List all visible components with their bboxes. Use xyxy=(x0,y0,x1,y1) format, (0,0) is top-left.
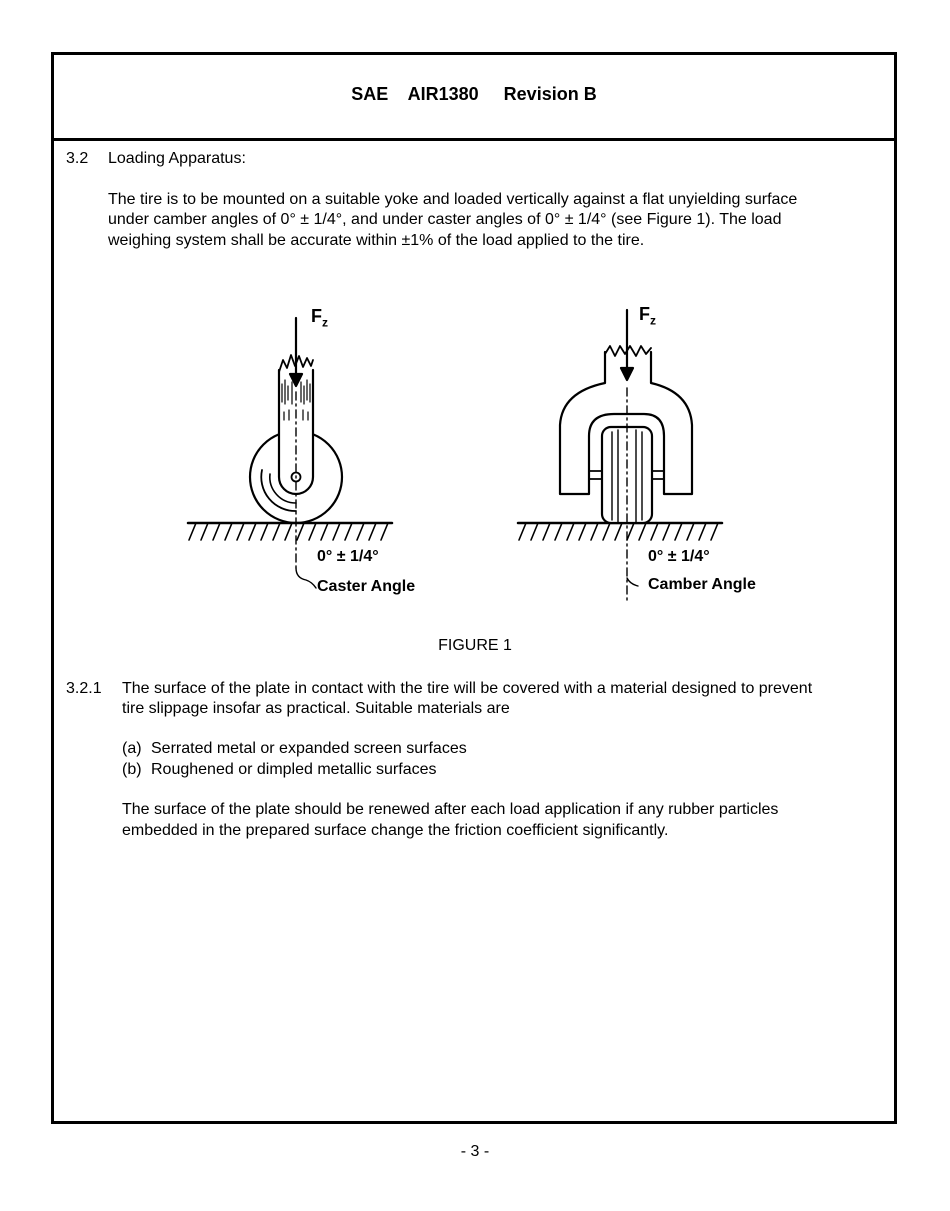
paragraph-line: embedded in the prepared surface change the friction coefficient significantly. xyxy=(122,822,669,839)
caster-angle-value xyxy=(317,548,379,566)
angle-value: 0° ± 1/4° xyxy=(648,548,710,565)
section-number: 3.2.1 xyxy=(66,680,102,697)
list-item: Roughened or dimpled metallic surfaces xyxy=(151,761,437,778)
paragraph-line: The surface of the plate in contact with the tire will be covered with a material designed to prevent xyxy=(122,680,813,697)
section-heading: Loading Apparatus: xyxy=(108,150,246,167)
paragraph-line: under camber angles of 0° ± 1/4°, and under caster angles of 0° ± 1/4° (see Figure 1). The load xyxy=(108,211,782,228)
header-title: SAE AIR1380 Revision B xyxy=(351,84,597,104)
page-number: - 3 - xyxy=(460,1143,490,1160)
list-item: Serrated metal or expanded screen surfaces xyxy=(151,740,467,757)
paragraph-line: weighing system shall be accurate within ±1% of the load applied to the tire. xyxy=(108,232,645,249)
section-number: 3.2 xyxy=(66,150,89,167)
paragraph-line: tire slippage insofar as practical. Suitable materials are xyxy=(122,700,510,717)
angle-value: 0° ± 1/4° xyxy=(317,548,379,565)
paragraph-line: The surface of the plate should be renewed after each load application if any rubber particles xyxy=(122,801,779,818)
force-label-left: $F_z$ xyxy=(311,306,328,330)
caster-angle-label: Caster Angle xyxy=(317,578,416,595)
force-label-right: $F_z$ xyxy=(639,304,656,328)
paragraph-line: The tire is to be mounted on a suitable yoke and loaded vertically against a flat unyielding surface xyxy=(108,191,798,208)
camber-angle-label: Camber Angle xyxy=(648,576,756,593)
camber-angle-value xyxy=(648,548,710,566)
list-marker: (a) xyxy=(122,740,142,757)
figure-caption: FIGURE 1 xyxy=(438,637,512,654)
list-marker: (b) xyxy=(122,761,142,778)
